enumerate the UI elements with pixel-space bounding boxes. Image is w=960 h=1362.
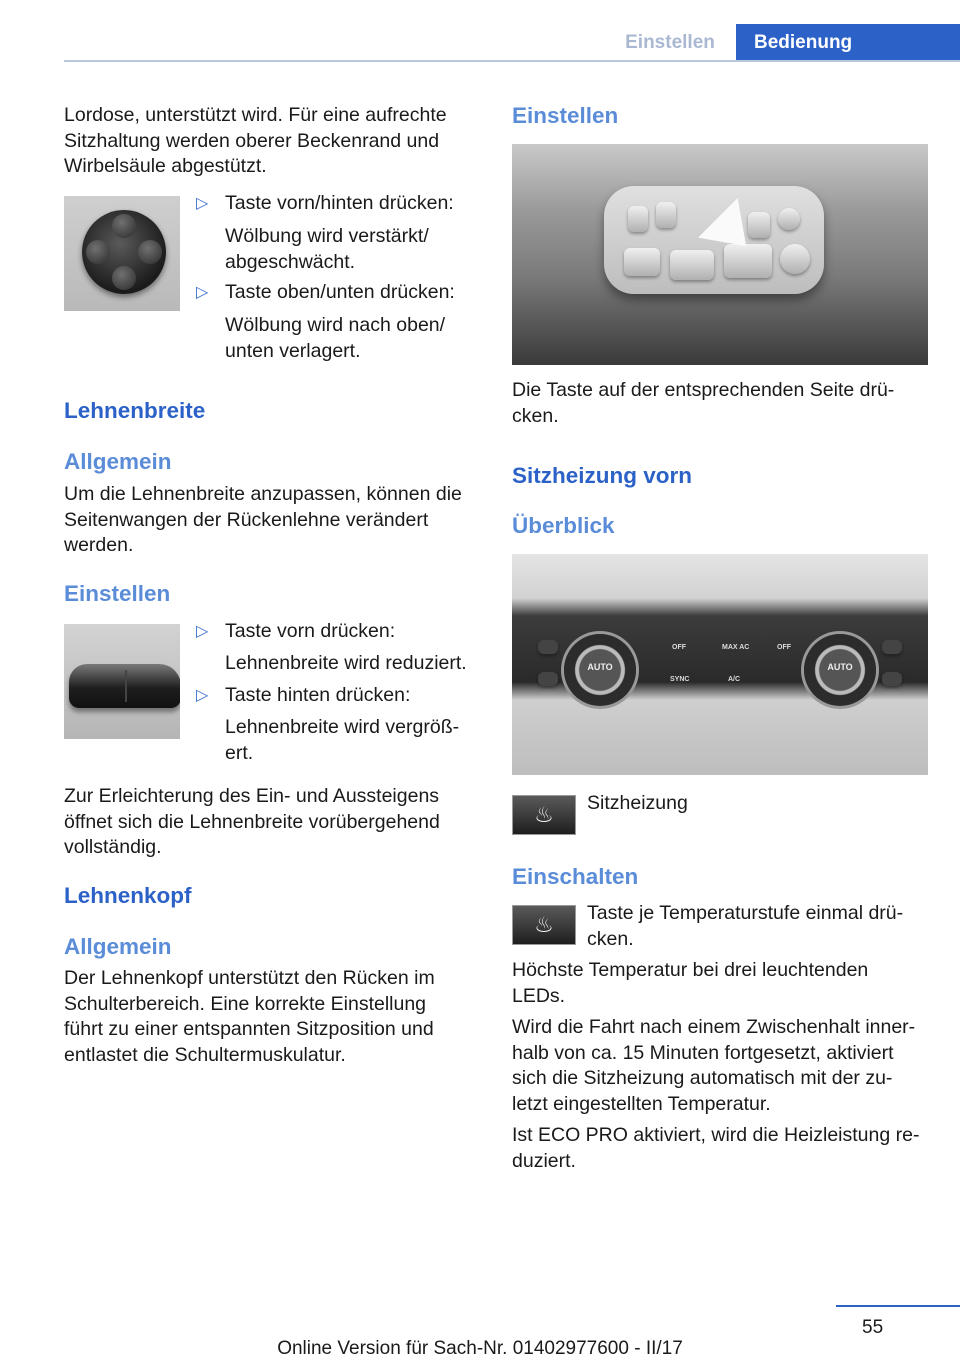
triangle-right-icon: ▷ (196, 284, 209, 301)
seat-heating-icon: ♨ (512, 905, 576, 945)
temperature-paragraph: Höchste Temperatur bei drei leuchtenden LEDs. (512, 959, 869, 1007)
seat-heating-icon: ♨ (512, 795, 576, 835)
heading-einstellen-right: Einstellen (512, 103, 619, 128)
online-version-note: Online Version für Sach-Nr. 01402977600 - II/17 (277, 1338, 683, 1359)
lordosis-control-image (64, 196, 180, 311)
auto-resume-paragraph: Wird die Fahrt nach einem Zwischenhalt inner- halb von ca. 15 Minuten fortgesetzt, aktiviert sich die Sitzheizung automatisch mit der zu- letzt eingestellten Temperatur. (512, 1016, 916, 1115)
heading-einstellen-left: Einstellen (64, 581, 171, 606)
lehnenkopf-paragraph: Der Lehnenkopf unterstützt den Rücken im Schulterbereich. Eine korrekte Einstellung führt zu einer entspannten Sitzposition und entlastet die Schultermuskulatur. (64, 967, 435, 1066)
heading-lehnenkopf: Lehnenkopf (64, 883, 192, 908)
heading-allgemein-1: Allgemein (64, 449, 172, 474)
triangle-right-icon: ▷ (196, 687, 209, 704)
heading-sitzheizung: Sitzheizung vorn (512, 463, 692, 488)
page-number: 55 (862, 1317, 884, 1338)
climate-panel-image: AUTO AUTO OFF MAX AC OFF SYNC A/C (512, 554, 928, 775)
header-tab-einstellen: Einstellen (625, 32, 715, 53)
ease-paragraph: Zur Erleichterung des Ein- und Aussteigens öffnet sich die Lehnenbreite vorübergehend vollständig. (64, 785, 440, 858)
auto-dial-right: AUTO (804, 634, 876, 706)
header-tab-bedienung: Bedienung (736, 24, 960, 62)
heading-ueberblick: Überblick (512, 513, 615, 538)
width-key (69, 664, 180, 708)
heading-allgemein-2: Allgemein (64, 934, 172, 959)
lordosis-bullet-2-detail: Wölbung wird nach oben/ unten verlagert. (225, 314, 446, 362)
lordosis-bullet-1-detail: Wölbung wird verstärkt/ abgeschwächt. (225, 225, 429, 273)
lordosis-knob (82, 210, 166, 294)
width-control-image (64, 624, 180, 739)
einschalten-caption: Taste je Temperaturstufe einmal drü- cken. (587, 902, 904, 950)
seat-heating-caption: Sitzheizung (587, 792, 688, 814)
triangle-right-icon: ▷ (196, 195, 209, 212)
triangle-right-icon: ▷ (196, 623, 209, 640)
heading-lehnenbreite: Lehnenbreite (64, 398, 206, 423)
heading-einschalten: Einschalten (512, 864, 639, 889)
seat-control-image (512, 144, 928, 365)
intro-paragraph: Lordose, unterstützt wird. Für eine aufrechte Sitzhaltung werden oberer Beckenrand und Wirbelsäule abgestützt. (64, 104, 447, 177)
header-rule (64, 60, 960, 62)
auto-dial-left: AUTO (564, 634, 636, 706)
eco-pro-paragraph: Ist ECO PRO aktiviert, wird die Heizleistung re- duziert. (512, 1124, 920, 1172)
width-bullet-2-detail: Lehnenbreite wird vergröß- ert. (225, 716, 460, 764)
footer-rule (836, 1305, 960, 1307)
width-bullet-1-detail: Lehnenbreite wird reduziert. (225, 652, 467, 674)
seat-paragraph: Die Taste auf der entsprechenden Seite drü- cken. (512, 379, 895, 427)
lehnenbreite-paragraph: Um die Lehnenbreite anzupassen, können die Seitenwangen der Rückenlehne verändert werden. (64, 483, 462, 556)
